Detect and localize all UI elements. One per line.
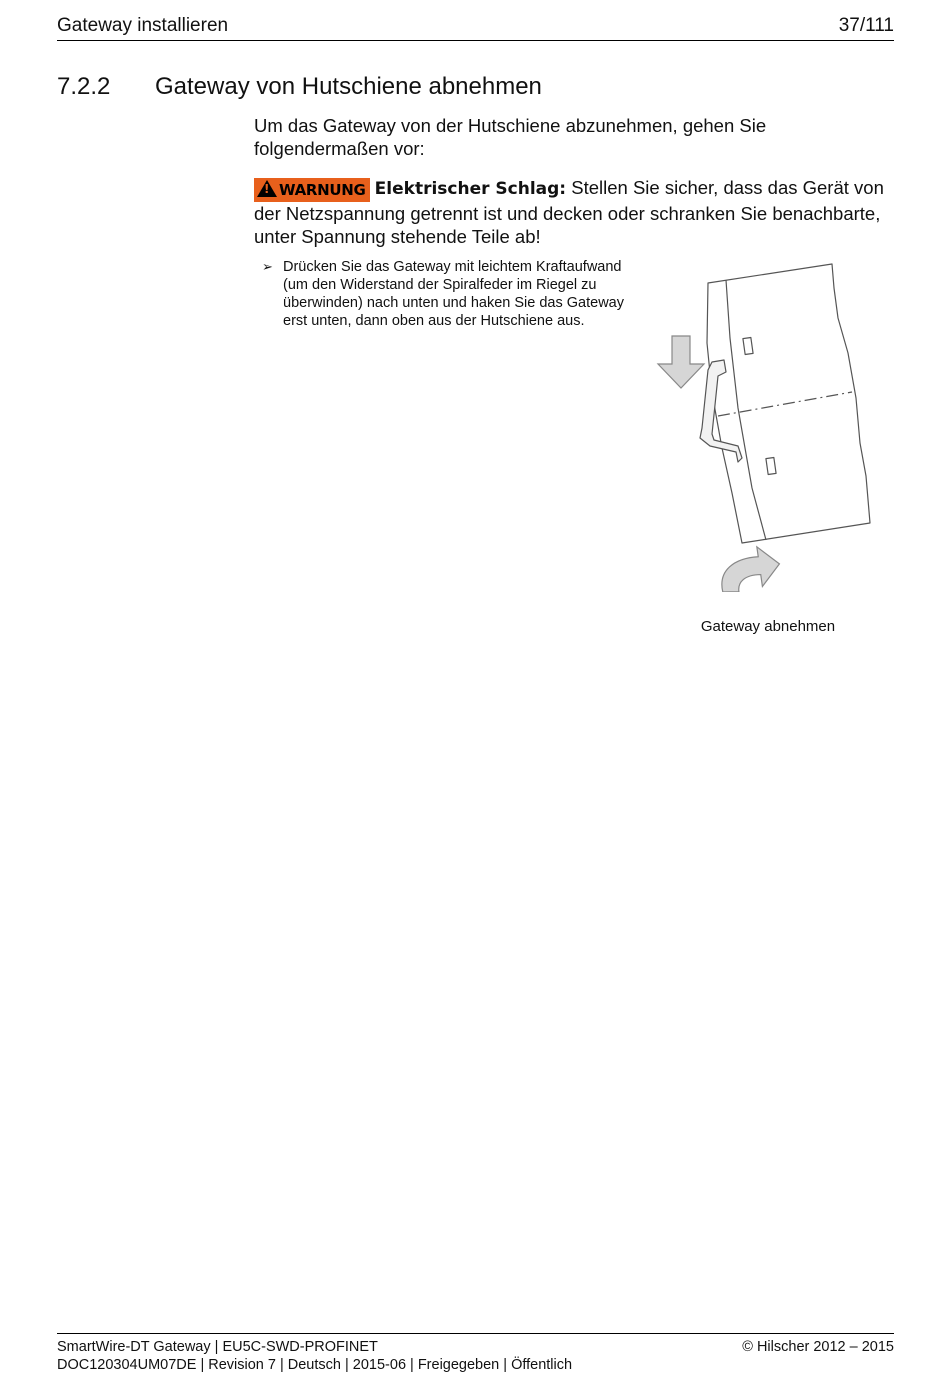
section-title: Gateway von Hutschiene abnehmen <box>155 73 542 100</box>
arrow-bullet-icon: ➢ <box>262 259 273 274</box>
footer-product: SmartWire-DT Gateway | EU5C-SWD-PROFINET <box>57 1339 378 1355</box>
footer-copyright: © Hilscher 2012 – 2015 <box>742 1339 894 1355</box>
page-number: 37/111 <box>838 15 894 36</box>
warning-badge-label: WARNUNG <box>279 181 366 199</box>
figure-caption: Gateway abnehmen <box>700 618 836 635</box>
warning-badge <box>254 178 370 202</box>
lower-slot <box>766 458 776 475</box>
warning-title: Elektrischer Schlag: <box>374 179 567 199</box>
instruction-step <box>262 258 632 330</box>
gateway-removal-illustration <box>652 258 884 592</box>
warning-notice <box>254 176 894 248</box>
page-header <box>57 14 894 41</box>
press-down-arrow-icon <box>658 336 704 388</box>
chapter-title: Gateway installieren <box>57 15 229 36</box>
unhook-curved-arrow-icon <box>717 544 782 592</box>
warning-text: Stellen Sie sicher, dass das Gerät von der Netzspannung getrennt ist und decken oder schranken Sie benachbarte, unter Spannung stehende Teile ab! <box>254 177 884 247</box>
upper-slot <box>743 338 753 355</box>
warning-triangle-icon <box>257 180 277 197</box>
page-footer <box>57 1333 894 1374</box>
intro-paragraph: Um das Gateway von der Hutschiene abzunehmen, gehen Sie folgendermaßen vor: <box>254 115 767 159</box>
footer-document-info: DOC120304UM07DE | Revision 7 | Deutsch | 2015-06 | Freigegeben | Öffentlich <box>57 1357 573 1373</box>
section-heading <box>57 72 897 102</box>
section-number: 7.2.2 <box>57 73 111 100</box>
step-text: Drücken Sie das Gateway mit leichtem Kraftaufwand (um den Widerstand der Spiralfeder im Riegel zu überwinden) nach unten und haken Sie das Gateway erst unten, dann oben aus der Hutschiene aus. <box>283 259 624 329</box>
